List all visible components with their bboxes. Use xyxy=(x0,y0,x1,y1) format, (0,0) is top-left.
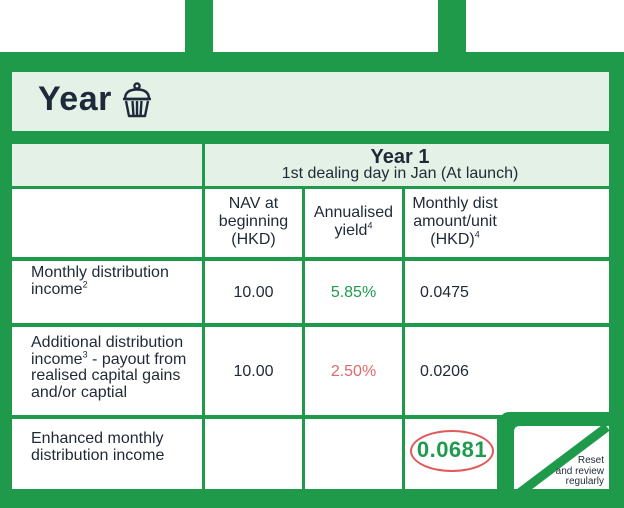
enhanced-dist-value: 0.0681 xyxy=(416,437,488,462)
column-group-title: Year 1 xyxy=(370,146,430,168)
row-label-enhanced-monthly: Enhanced monthly distribution income xyxy=(31,430,165,464)
row1-dist-value: 0.0475 xyxy=(420,284,469,301)
row2-dist-value: 0.0206 xyxy=(420,363,469,380)
column-header-dist: Monthly dist amount/unit (HKD)$^4$ xyxy=(412,195,498,248)
cupcake-icon xyxy=(120,82,154,118)
row2-yield-value: 2.50% xyxy=(330,363,377,380)
row-label-monthly-distribution: Monthly distribution income$^2$ xyxy=(31,264,169,298)
column-header-yield: Annualised yield$^4$ xyxy=(313,204,394,239)
row3-nav-cell xyxy=(205,419,302,489)
row1-nav-value: 10.00 xyxy=(233,284,274,301)
row-label-additional-distribution: Additional distribution income$^3$ - payout from realised capital gains and/or captial xyxy=(31,334,187,401)
reset-note: Reset and review regularly xyxy=(555,455,604,487)
top-tab-left xyxy=(185,0,213,55)
row2-nav-value: 10.00 xyxy=(233,363,274,380)
header-empty-cell xyxy=(12,189,202,257)
column-header-nav: NAV at beginning (HKD) xyxy=(218,195,289,248)
column-group-subtitle: 1st dealing day in Jan (At launch) xyxy=(281,165,519,182)
row1-yield-value: 5.85% xyxy=(330,284,377,301)
page-title: Year xyxy=(38,80,112,118)
header-left-band xyxy=(12,144,202,186)
top-tab-right xyxy=(438,0,466,55)
row3-yield-cell xyxy=(305,419,402,489)
